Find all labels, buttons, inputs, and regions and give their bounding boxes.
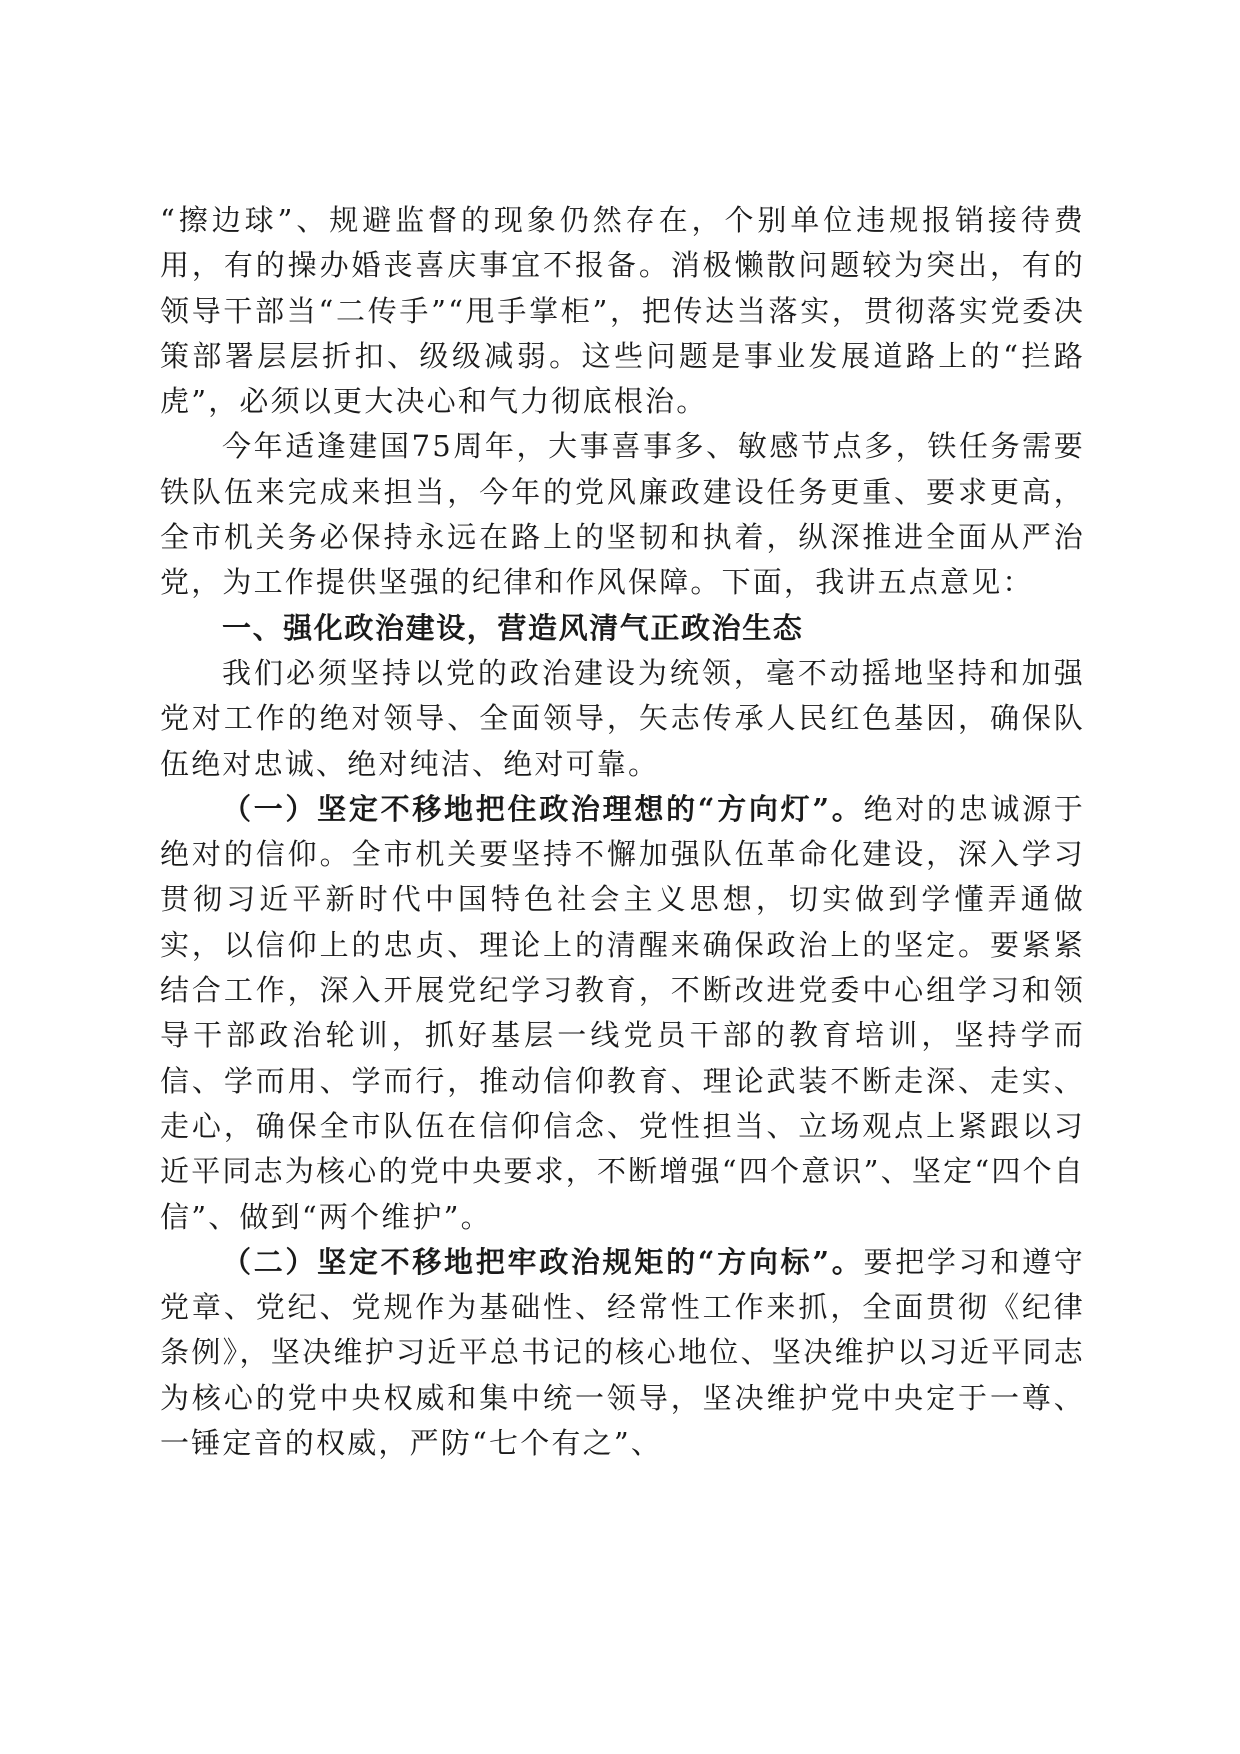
subsection-1-title: （一）坚定不移地把住政治理想的“方向灯”。 xyxy=(222,791,864,826)
paragraph-political-leadership: 我们必须坚持以党的政治建设为统领，毫不动摇地坚持和加强党对工作的绝对领导、全面领导，矢志传承人民红色基因，确保队伍绝对忠诚、绝对纯洁、绝对可靠。 xyxy=(160,655,1085,781)
subsection-1-body: 绝对的忠诚源于绝对的信仰。全市机关要坚持不懈加强队伍革命化建设，深入学习贯彻习近平新时代中国特色社会主义思想，切实做到学懂弄通做实，以信仰上的忠贞、理论上的清醒来确保政治上的坚定。要紧紧结合工作，深入开展党纪学习教育，不断改进党委中心组学习和领导干部政治轮训，抓好基层一线党员干部的教育培训，坚持学而信、学而用、学而行，推动信仰教育、理论武装不断走深、走实、走心，确保全市队伍在信仰信念、党性担当、立场观点上紧跟以习近平同志为核心的党中央要求，不断增强“四个意识”、坚定“四个自信”、做到“两个维护”。 xyxy=(160,791,1086,1234)
document-body xyxy=(160,198,1085,1466)
subsection-2-title: （二）坚定不移地把牢政治规矩的“方向标”。 xyxy=(222,1244,864,1279)
section-heading-1: 一、强化政治建设，营造风清气正政治生态 xyxy=(222,610,804,645)
paragraph-anniversary: 今年适逢建国75周年，大事喜事多、敏感节点多，铁任务需要铁队伍来完成来担当，今年的党风廉政建设任务更重、要求更高，全市机关务必保持永远在路上的坚韧和执着，纵深推进全面从严治党，为工作提供坚强的纪律和作风保障。下面，我讲五点意见： xyxy=(160,429,1085,600)
subsection-2-body: 要把学习和遵守党章、党纪、党规作为基础性、经常性工作来抓，全面贯彻《纪律条例》，坚决维护习近平总书记的核心地位、坚决维护以习近平同志为核心的党中央权威和集中统一领导，坚决维护党中央定于一尊、一锤定音的权威，严防“七个有之”、 xyxy=(160,1244,1086,1461)
paragraph-subsection-1 xyxy=(160,787,1085,1240)
paragraph-subsection-2 xyxy=(160,1240,1085,1466)
paragraph-continued: “擦边球”、规避监督的现象仍然存在，个别单位违规报销接待费用，有的操办婚丧喜庆事宜不报备。消极懒散问题较为突出，有的领导干部当“二传手”“甩手掌柜”，把传达当落实，贯彻落实党委决策部署层层折扣、级级减弱。这些问题是事业发展道路上的“拦路虎”，必须以更大决心和气力彻底根治。 xyxy=(160,203,1085,419)
